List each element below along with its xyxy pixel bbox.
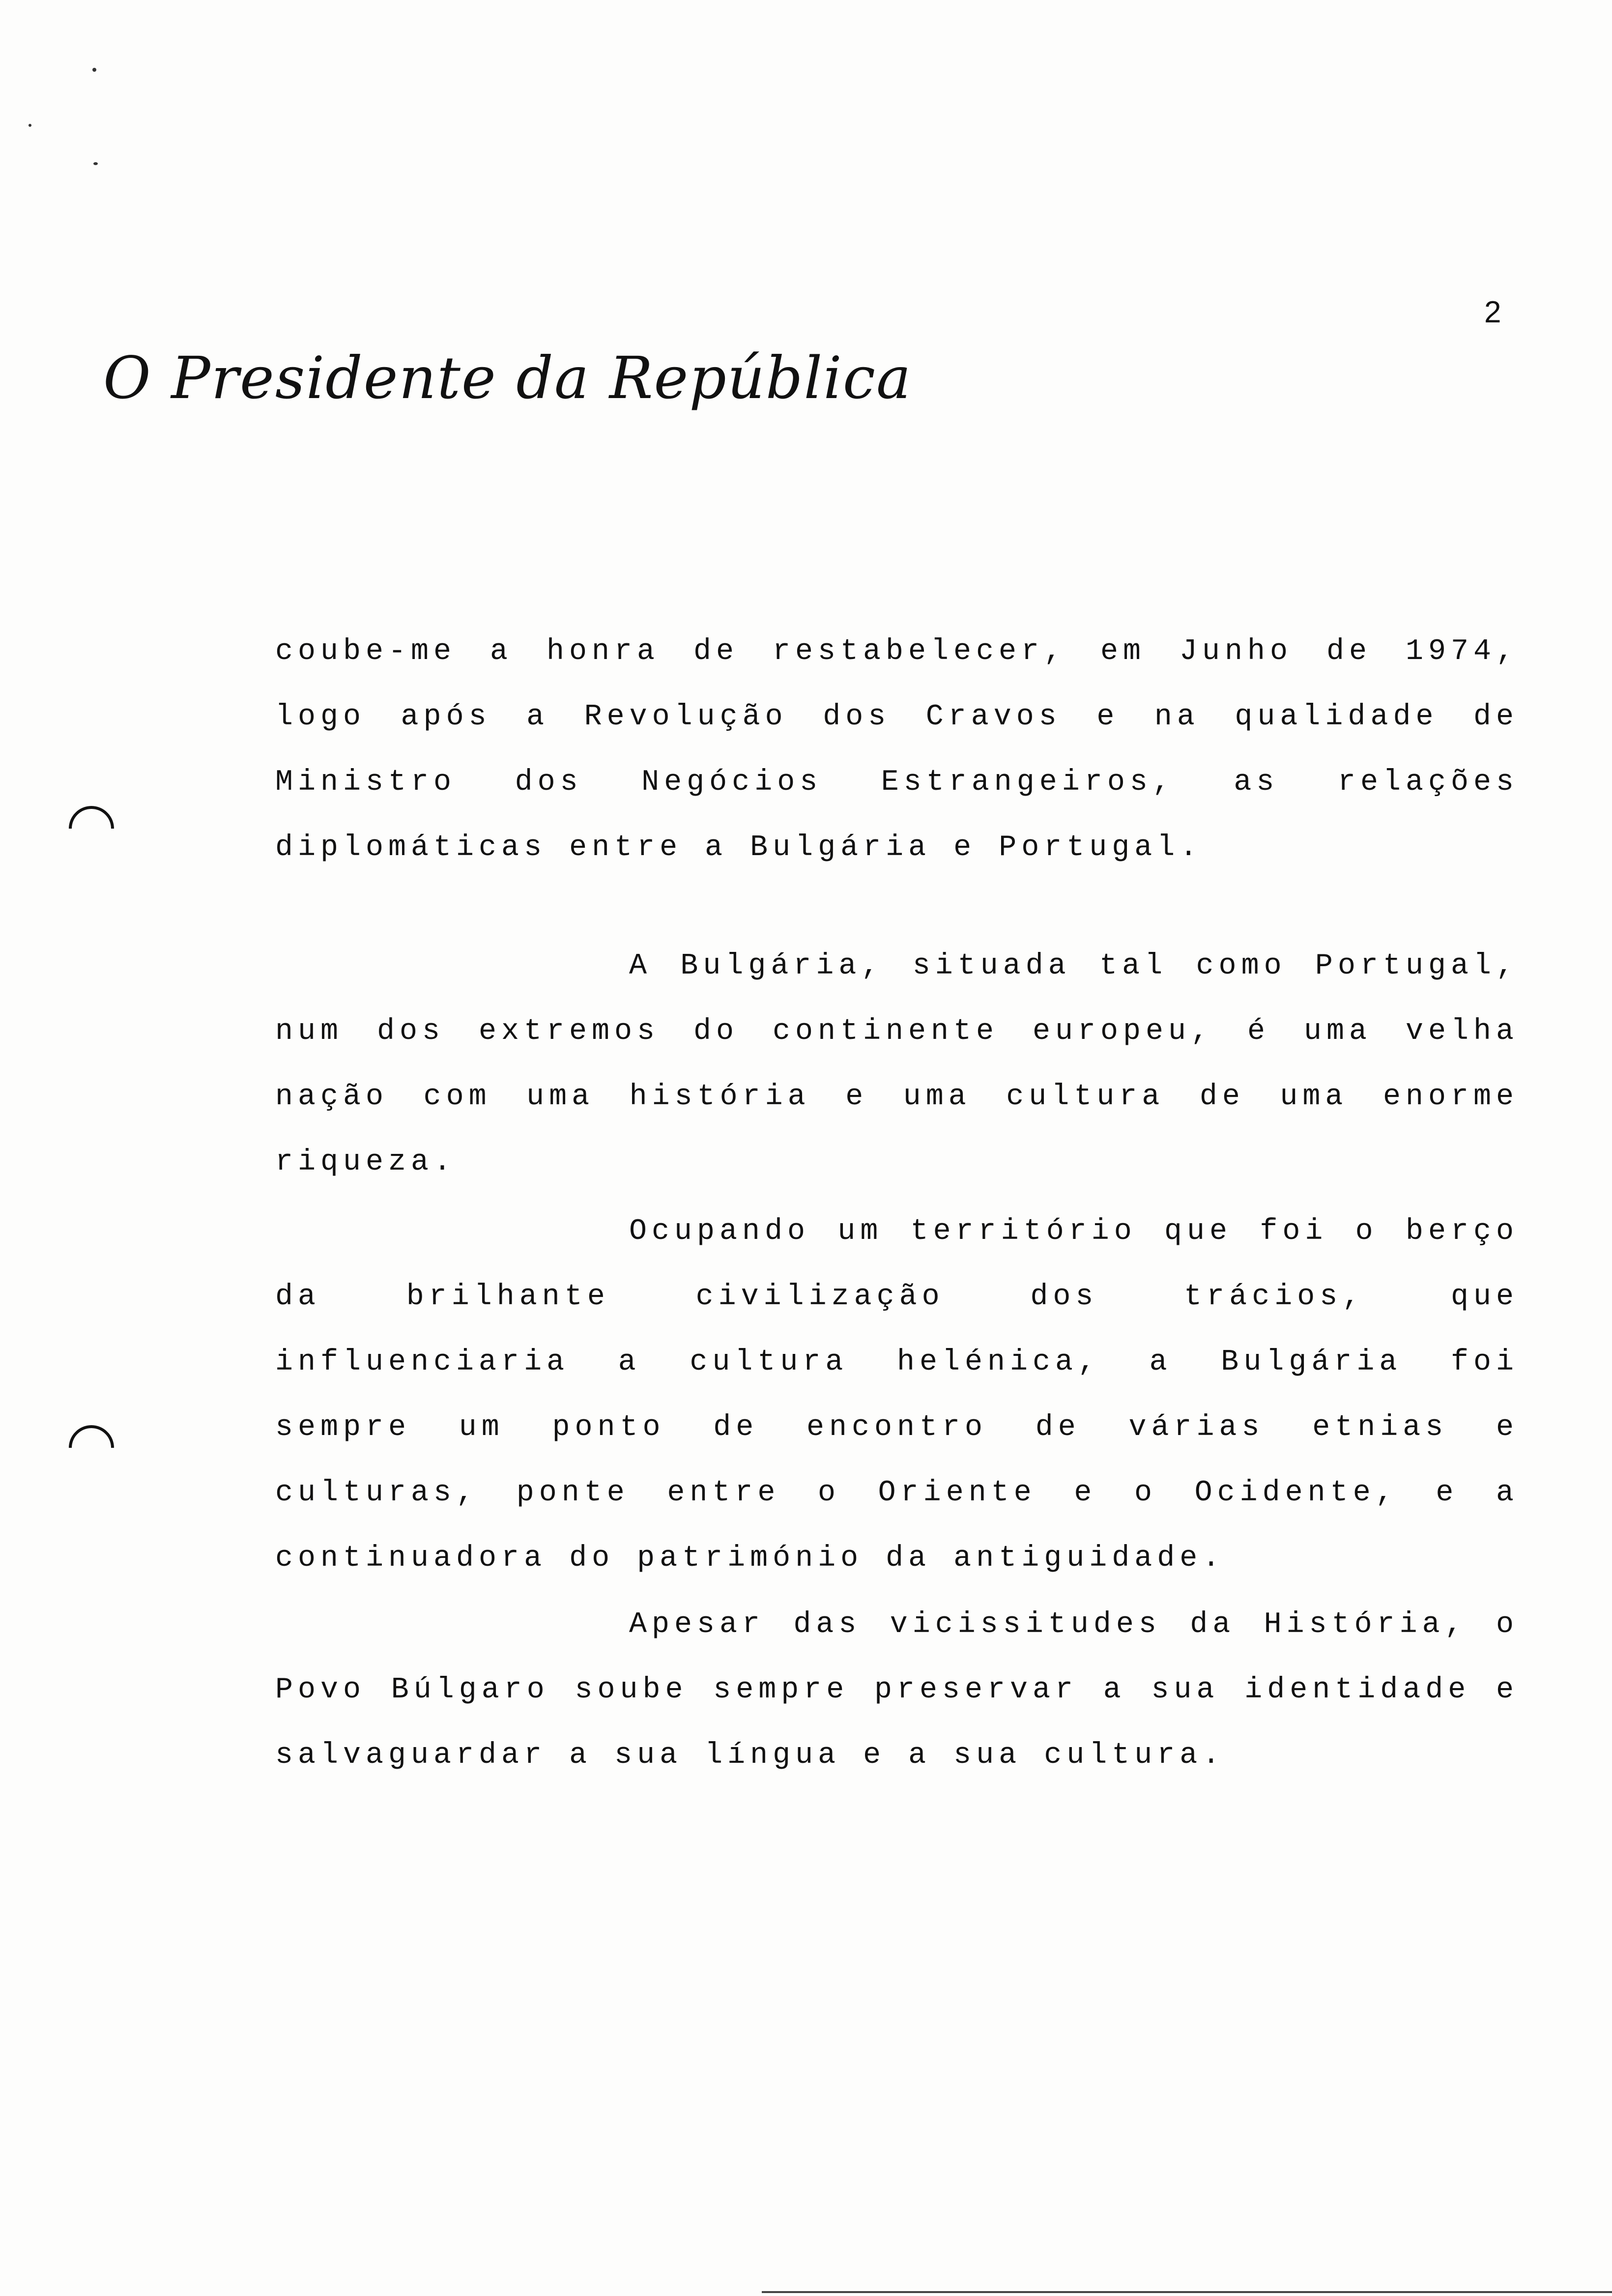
body-paragraph: Apesar das vicissitudes da História, o Povo Búlgaro soube sempre preservar a sua identidade e salvaguardar a sua língua e a sua cultura. <box>275 1608 1519 1772</box>
scan-speck <box>93 162 98 165</box>
body-paragraph: coube-me a honra de restabelecer, em Junho de 1974, logo após a Revolução dos Cravos e na qualidade de Ministro dos Negócios Estrangeiros, as relações diplomáticas entre a Bulgária e Portugal. <box>275 635 1519 864</box>
scan-speck <box>92 68 96 72</box>
page-edge-line <box>762 2291 1612 2293</box>
body-paragraph: A Bulgária, situada tal como Portugal, num dos extremos do continente europeu, é uma velha nação com uma história e uma cultura de uma enorme riqueza. <box>275 949 1519 1179</box>
page-number: 2 <box>1484 295 1501 329</box>
letterhead-title: O Presidente da República <box>103 344 912 412</box>
punch-hole-mark <box>59 797 123 861</box>
punch-hole-mark <box>59 1416 123 1480</box>
body-paragraph: Ocupando um território que foi o berço da brilhante civilização dos trácios, que influenciaria a cultura helénica, a Bulgária foi sempre um ponto de encontro de várias etnias e culturas, ponte entre o Oriente e o Ocidente, e a continuadora do património da antiguidade. <box>275 1215 1519 1575</box>
scan-speck <box>29 124 31 127</box>
